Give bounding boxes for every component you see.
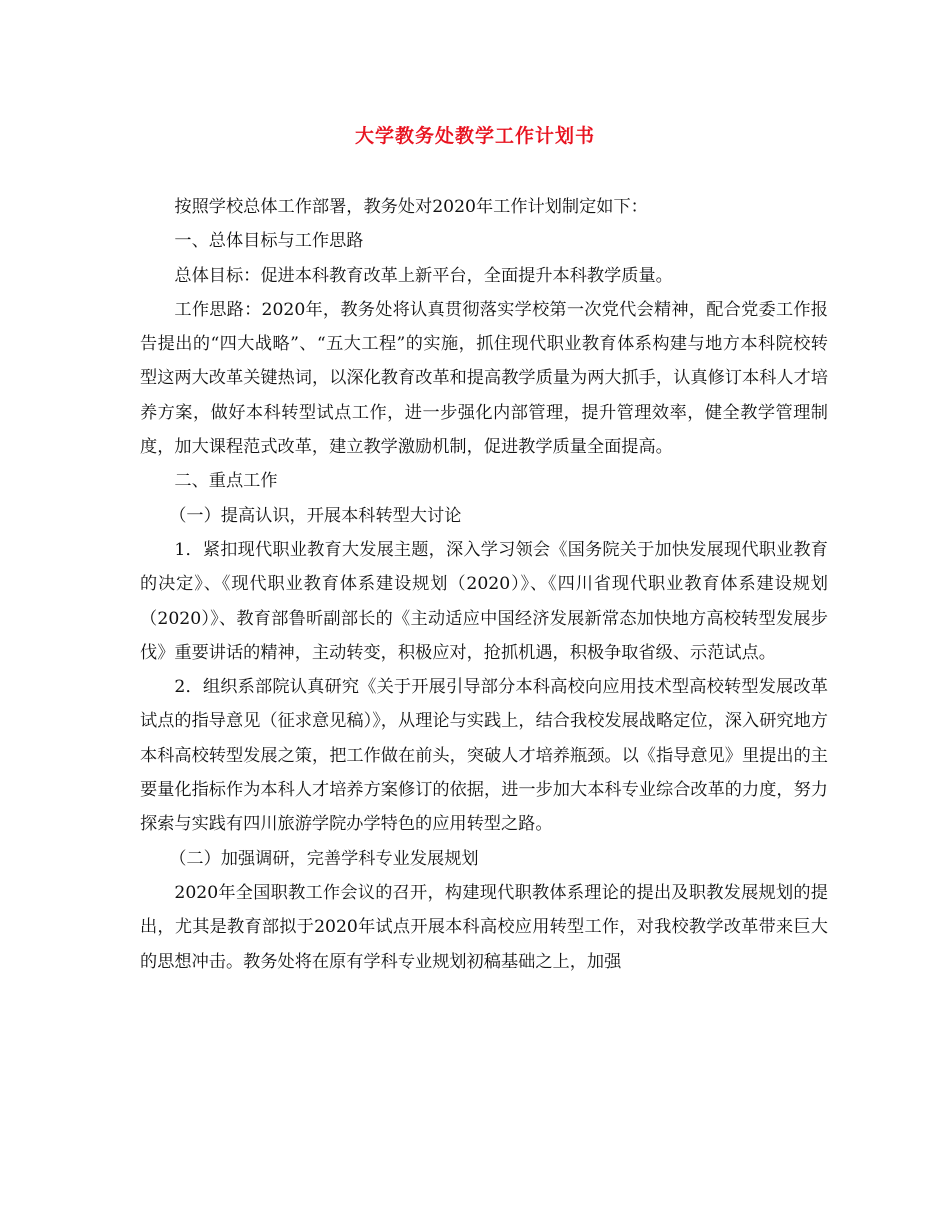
intro-paragraph: 按照学校总体工作部署，教务处对2020年工作计划制定如下：	[174, 197, 648, 217]
item-1-paragraph: 1．紧扣现代职业教育大发展主题，深入学习领会《国务院关于加快发展现代职业教育的决定》、《现代职业教育体系建设规划（2020）》、《四川省现代职业教育体系建设规划（2020）》、教育部鲁昕副部长的《主动适应中国经济发展新常态加快地方高校转型发展步伐》重要讲话的精神，主动转变，积极应对，抢抓机遇，积极争取省级、示范试点。	[140, 539, 828, 663]
overall-goal-paragraph: 总体目标：促进本科教育改革上新平台，全面提升本科教学质量。	[174, 265, 673, 286]
section-heading-2: 二、重点工作	[174, 471, 278, 492]
work-approach-paragraph: 工作思路：2020年，教务处将认真贯彻落实学校第一次党代会精神，配合党委工作报告提出的“四大战略”、“五大工程”的实施，抓住现代职业教育体系构建与地方本科院校转型这两大改革关键热词，以深化教育改革和提高教学质量为两大抓手，认真修订本科人才培养方案，做好本科转型试点工作，进一步强化内部管理，提升管理效率，健全教学管理制度，加大课程范式改革，建立教学激励机制，促进教学质量全面提高。	[140, 299, 828, 458]
item-2-paragraph: 2．组织系部院认真研究《关于开展引导部分本科高校向应用技术型高校转型发展改革试点的指导意见（征求意见稿）》，从理论与实践上，结合我校发展战略定位，深入研究地方本科高校转型发展之策，把工作做在前头，突破人才培养瓶颈。以《指导意见》里提出的主要量化指标作为本科人才培养方案修订的依据，进一步加大本科专业综合改革的力度，努力探索与实践有四川旅游学院办学特色的应用转型之路。	[140, 677, 828, 835]
document-body	[140, 190, 828, 979]
conference-paragraph: 2020年全国职教工作会议的召开，构建现代职教体系理论的提出及职教发展规划的提出，尤其是教育部拟于2020年试点开展本科高校应用转型工作，对我校教学改革带来巨大的思想冲击。教务处将在原有学科专业规划初稿基础之上，加强	[140, 882, 828, 972]
section-heading-1: 一、总体目标与工作思路	[174, 231, 364, 252]
subsection-heading-2: （二）加强调研，完善学科专业发展规划	[169, 848, 479, 869]
subsection-heading-1: （一）提高认识，开展本科转型大讨论	[169, 505, 462, 526]
document-title: 大学教务处教学工作计划书	[354, 125, 595, 147]
